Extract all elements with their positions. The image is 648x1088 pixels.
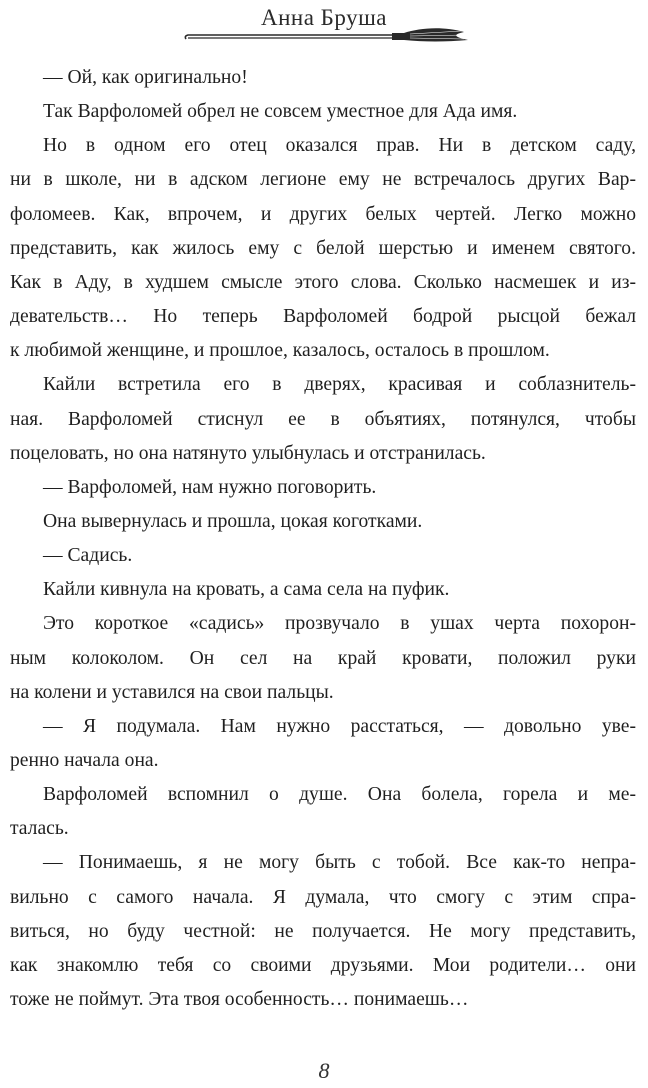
text-line: к любимой женщине, и прошлое, казалось, осталось в прошлом. [10,340,550,362]
text-line: — Я подумала. Нам нужно расстаться, — довольно уве- [43,715,636,737]
text-line: Варфоломей вспомнил о душе. Она болела, горела и ме- [43,784,636,806]
text-line: тоже не поймут. Эта твоя особенность… понимаешь… [10,989,469,1011]
running-head-author: Анна Бруша [260,5,387,30]
text-line: Она вывернулась и прошла, цокая коготками. [43,510,423,532]
text-line: Кайли встретила его в дверях, красивая и соблазнитель- [43,374,636,396]
text-line: талась. [10,818,69,840]
text-line: ренно начала она. [10,750,159,771]
text-line: Кайли кивнула на кровать, а сама села на пуфик. [43,579,450,601]
text-line: Это короткое «садись» прозвучало в ушах черта похорон- [43,613,636,635]
broom-icon [180,24,470,46]
text-line: ным колоколом. Он сел на край кровати, положил руки [10,647,636,669]
text-line: девательств… Но теперь Варфоломей бодрой рысцой бежал [10,306,636,328]
text-line: на колени и уставился на свои пальцы. [10,681,334,703]
text-line: Но в одном его отец оказался прав. Ни в детском саду, [43,135,636,157]
page-number: 8 [318,1058,330,1083]
text-line: представить, как жилось ему с белой шерстью и именем святого. [10,237,636,259]
text-line: Так Варфоломей обрел не совсем уместное для Ада имя. [43,101,518,123]
text-line: виться, но буду честной: не получается. Не могу представить, [10,920,636,942]
text-line: — Варфоломей, нам нужно поговорить. [43,476,377,498]
text-line: вильно с самого начала. Я думала, что смогу с этим спра- [10,886,636,908]
text-line: ная. Варфоломей стиснул ее в объятиях, потянулся, чтобы [10,408,636,430]
text-line: поцеловать, но она натянуто улыбнулась и отстранилась. [10,442,486,464]
text-line: — Ой, как оригинально! [43,67,248,88]
text-line: Как в Аду, в худшем смысле этого слова. Сколько насмешек и из- [10,271,636,293]
text-line: фоломеев. Как, впрочем, и других белых чертей. Легко можно [10,203,636,225]
text-line: как знакомлю тебя со своими друзьями. Мои родители… они [10,954,636,976]
text-line: ни в школе, ни в адском легионе ему не встречалось других Вар- [10,169,636,191]
running-head [0,4,648,46]
text-line: — Понимаешь, я не могу быть с тобой. Все как-то непра- [43,852,636,874]
text-line: — Садись. [43,545,133,567]
